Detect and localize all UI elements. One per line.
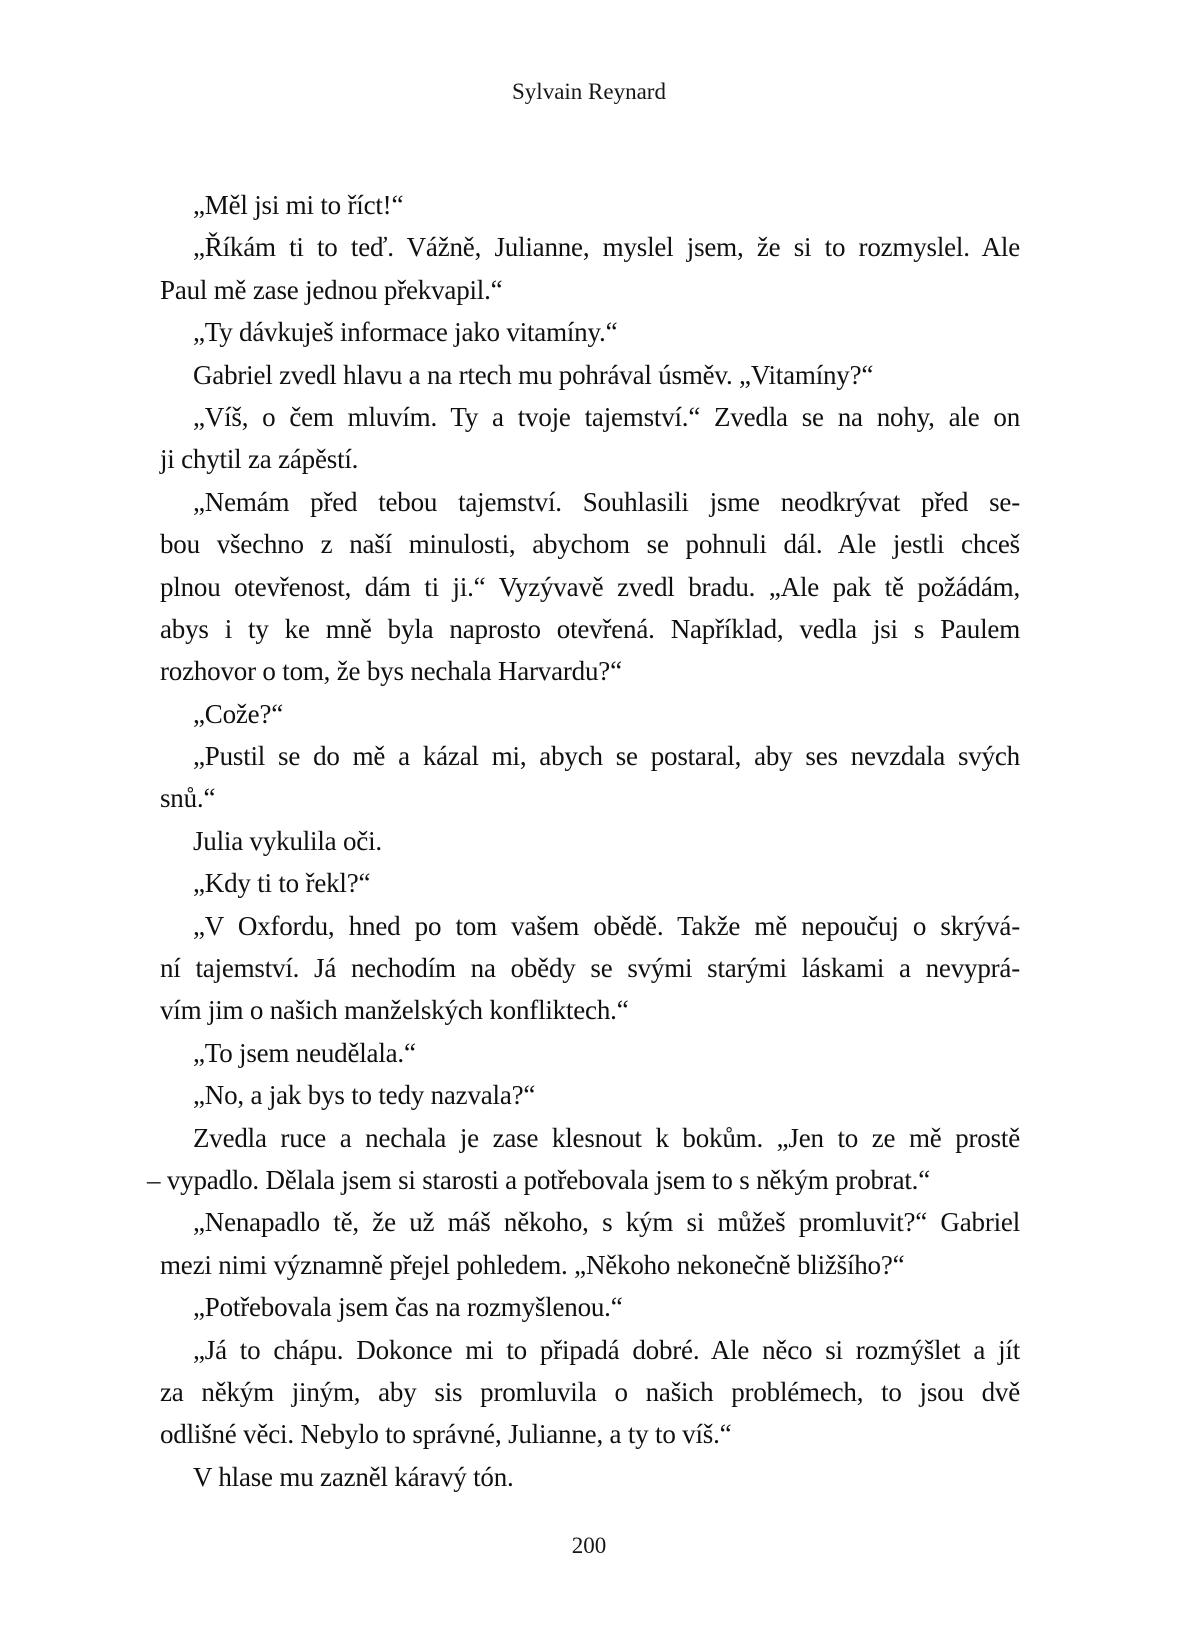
- text-line: „Já to chápu. Dokonce mi to připadá dobré. Ale něco si rozmýšlet a jít: [193, 1334, 1020, 1365]
- text-line: „Měl jsi mi to říct!“: [193, 190, 404, 220]
- body-text: [147, 184, 1020, 1498]
- text-line: „Cože?“: [193, 698, 284, 729]
- text-line: Paul mě zase jednou překvapil.“: [160, 274, 503, 305]
- text-line: „Ty dávkuješ informace jako vitamíny.“: [193, 317, 618, 348]
- text-line: Julia vykulila oči.: [193, 825, 382, 856]
- text-line: abys i ty ke mně byla naprosto otevřená. Například, vedla jsi s Paulem: [160, 613, 1020, 644]
- text-line: vím jim o našich manželských konfliktech.“: [160, 995, 629, 1026]
- text-line: „Pustil se do mě a kázal mi, abych se postaral, aby ses nevzdala svých: [193, 741, 1020, 772]
- text-line: „Víš, o čem mluvím. Ty a tvoje tajemství.“ Zvedla se na nohy, ale on: [193, 401, 1020, 432]
- text-line: snů.“: [160, 783, 216, 814]
- text-line: „Nemám před tebou tajemství. Souhlasili jsme neodkrývat před se-: [193, 486, 1020, 517]
- text-line: V hlase mu zazněl káravý tón.: [193, 1461, 514, 1492]
- text-line: – vypadlo. Dělala jsem si starosti a potřebovala jsem to s někým probrat.“: [147, 1164, 931, 1195]
- text-line: ní tajemství. Já nechodím na obědy se svými starými láskami a nevyprá-: [160, 953, 1020, 984]
- text-line: plnou otevřenost, dám ti ji.“ Vyzývavě zvedl bradu. „Ale pak tě požádám,: [160, 571, 1020, 602]
- text-line: Gabriel zvedl hlavu a na rtech mu pohrával úsměv. „Vitamíny?“: [193, 359, 874, 390]
- running-header-author: Sylvain Reynard: [512, 79, 666, 104]
- text-line: „Potřebovala jsem čas na rozmyšlenou.“: [193, 1292, 623, 1323]
- text-line: ji chytil za zápěstí.: [160, 444, 359, 475]
- text-line: „To jsem neudělala.“: [193, 1037, 416, 1068]
- text-line: rozhovor o tom, že bys nechala Harvardu?“: [160, 656, 622, 687]
- text-line: odlišné věci. Nebylo to správné, Julianne, a ty to víš.“: [160, 1419, 732, 1450]
- page-number: 200: [571, 1533, 607, 1558]
- text-line: „Nenapadlo tě, že už máš někoho, s kým si můžeš promluvit?“ Gabriel: [193, 1207, 1020, 1238]
- text-line: „Kdy ti to řekl?“: [193, 868, 371, 899]
- text-line: „Říkám ti to teď. Vážně, Julianne, myslel jsem, že si to rozmyslel. Ale: [193, 232, 1020, 263]
- text-line: mezi nimi významně přejel pohledem. „Někoho nekonečně bližšího?“: [160, 1249, 905, 1280]
- text-line: za někým jiným, aby sis promluvila o našich problémech, to jsou dvě: [160, 1376, 1020, 1407]
- text-line: „V Oxfordu, hned po tom vašem obědě. Takže mě nepoučuj o skrývá-: [193, 910, 1020, 941]
- text-line: bou všechno z naší minulosti, abychom se pohnuli dál. Ale jestli chceš: [160, 529, 1020, 560]
- text-line: Zvedla ruce a nechala je zase klesnout k bokům. „Jen to ze mě prostě: [193, 1122, 1020, 1153]
- text-line: „No, a jak bys to tedy nazvala?“: [193, 1080, 536, 1111]
